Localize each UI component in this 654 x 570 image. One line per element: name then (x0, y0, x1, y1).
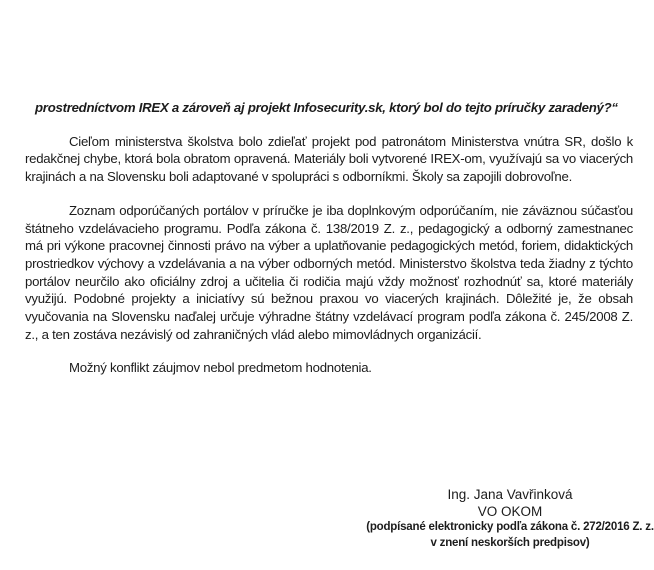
signature-block (366, 486, 654, 551)
quote-line: prostredníctvom IREX a zároveň aj projekt Infosecurity.sk, ktorý bol do tejto príručky zaradený?“ (35, 100, 618, 115)
paragraph-ministry-goal: Cieľom ministerstva školstva bolo zdieľať projekt pod patronátom Ministerstva vnútra SR, došlo k redakčnej chybe, ktorá bola obratom opravená. Materiály boli vytvorené IREX-om, využívajú sa vo viacerých krajinách a na Slovensku boli adaptované v spolupráci s odborníkmi. Školy sa zapojili dobrovoľne. (25, 133, 633, 185)
document-body (25, 99, 633, 377)
signature-note-line-1: (podpísané elektronicky podľa zákona č. 272/2016 Z. z. (366, 521, 654, 533)
paragraph-conflict-of-interest: Možný konflikt záujmov nebol predmetom hodnotenia. (69, 360, 372, 376)
signatory-role: VO OKOM (477, 504, 543, 519)
paragraph-portal-list: Zoznam odporúčaných portálov v príručke je iba doplnkovým odporúčaním, nie záväznou súčasťou štátneho vzdelávacieho programu. Podľa zákona č. 138/2019 Z. z., pedagogický a odborný zamestnanec má pri výkone pracovnej činnosti právo na výber a uplatňovanie pedagogických metód, foriem, didaktických prostriedkov výchovy a vzdelávania a na výber odborných metód. Ministerstvo školstva teda žiadny z týchto portálov neurčilo ako oficiálny zdroj a učitelia či rodičia majú vždy možnosť rozhodnúť sa, ktoré materiály využijú. Podobné projekty a iniciatívy sú bežnou praxou vo viacerých krajinách. Dôležité je, že obsah vyučovania na Slovensku naďalej určuje výhradne štátny vzdelávací program podľa zákona č. 245/2008 Z. z., a ten zostáva nezávislý od zahraničných vlád alebo mimovládnych organizácií. (25, 202, 633, 342)
signature-note-line-2: v znení neskorších predpisov) (430, 536, 590, 549)
signatory-name: Ing. Jana Vavřinková (447, 487, 573, 502)
